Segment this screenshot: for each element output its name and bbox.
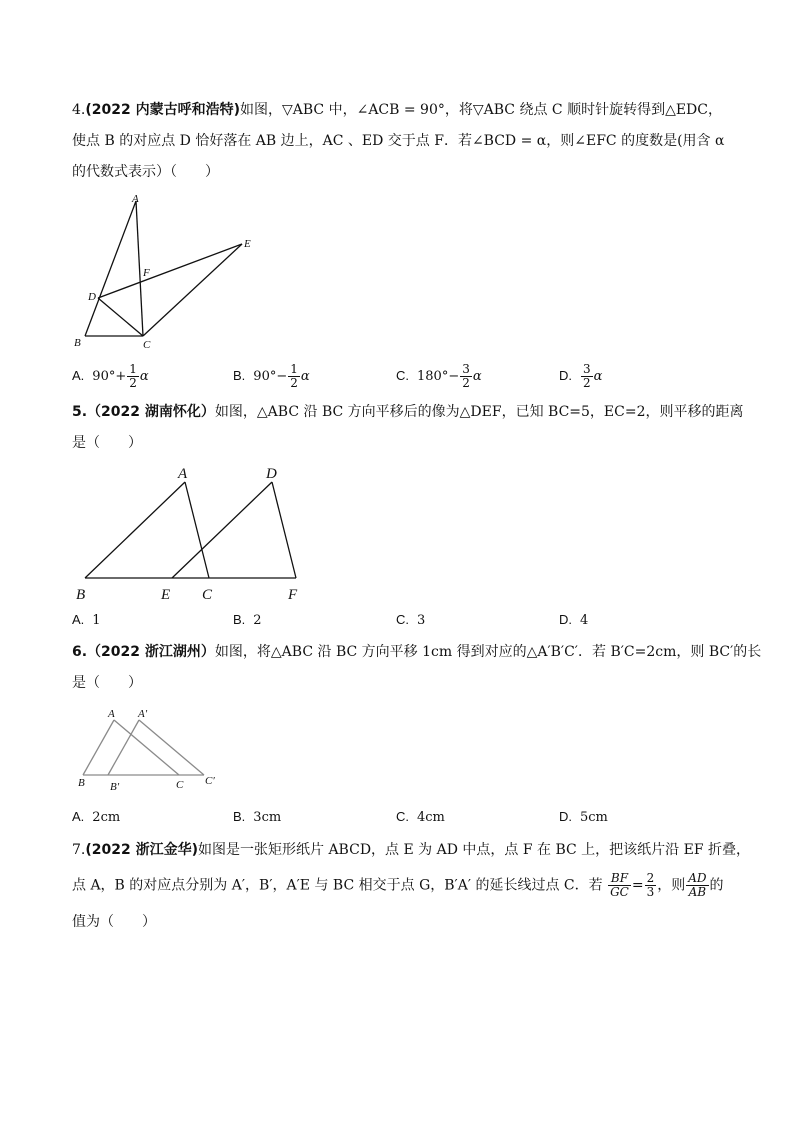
q4-line-1 [72,100,722,120]
q6-option-a[interactable] [72,809,120,825]
q5-source-tag: 5.（2022 湖南怀化） [72,404,215,420]
q4-line-3 [72,162,219,182]
q6-option-b-text: 3cm [253,810,282,825]
q4-option-c-num: 3 [462,362,470,376]
q4-line-2 [72,131,724,151]
q4-option-b-num: 1 [290,362,298,376]
q6-line-1 [72,642,761,662]
q5-label-c: C [202,587,213,603]
q5-option-b-key: B. [233,612,246,627]
q6-option-d-key: D. [559,809,572,824]
q4-option-d-key: D. [559,368,572,383]
q4-number: 4. [72,102,86,118]
q7-line-1 [72,840,750,860]
q4-label-f: F [143,267,150,279]
q5-label-e: E [161,587,171,603]
q4-text-2: 使点 B 的对应点 D 恰好落在 AB 边上，AC 、ED 交于点 F．若∠BCD = α，则∠EFC 的度数是(用含 α [72,133,725,149]
q4-option-d-num: 3 [583,362,591,376]
q7-frac3-num: AD [688,871,707,885]
q4-option-a-num: 1 [129,362,137,376]
q5-option-a-key: A. [72,612,85,627]
q4-figure [70,190,270,355]
q4-seg-EC [143,244,242,336]
q6-option-c-text: 4cm [417,810,445,825]
q4-option-d-frac [581,363,593,390]
q6-option-c[interactable] [396,809,445,825]
q5-label-b: B [76,587,86,603]
q4-option-a-post: α [139,369,149,384]
q6-text-1: 如图，将△ABC 沿 BC 方向平移 1cm 得到对应的△A′B′C′．若 B′C=2cm，则 BC′的长 [214,644,762,660]
q4-option-c-pre: 180°− [417,369,460,384]
q6-label-c: C [176,779,184,791]
q6-option-d-text: 5cm [580,810,608,825]
q4-option-b-pre: 90°− [253,369,288,384]
q5-seg-AC [185,482,209,578]
q5-option-a[interactable] [72,612,101,628]
q4-option-c-frac [460,363,472,390]
q5-line-2 [72,433,142,453]
q6-line-2 [72,673,142,693]
q7-fraction-bf-gc [608,872,631,899]
q7-text-2-pre: 点 A，B 的对应点分别为 A′，B′，A′E 与 BC 相交于点 G，B′A′ 的延长线过点 C．若 [72,877,603,894]
q4-seg-AB [85,201,136,336]
q4-option-a-den: 2 [129,376,137,390]
q5-text-1: 如图，△ABC 沿 BC 方向平移后的像为△DEF，已知 BC=5，EC=2，则平移的距离 [214,404,744,420]
q4-label-a: A [132,193,139,205]
q5-option-c-text: 3 [417,613,426,628]
q5-seg-DF [272,482,296,578]
q7-frac3-den: AB [688,885,707,899]
q4-label-e: E [244,238,251,250]
q4-option-b-post: α [300,369,310,384]
q7-line-2 [72,872,724,899]
q7-text-1: 如图是一张矩形纸片 ABCD，点 E 为 AD 中点，点 F 在 BC 上，把该纸片沿 EF 折叠， [198,842,751,858]
q4-option-c-key: C. [396,368,409,383]
q5-option-d[interactable] [559,612,588,628]
q6-source-tag: 6.（2022 浙江湖州） [72,644,215,660]
q4-option-d[interactable] [559,363,602,390]
q5-option-b-text: 2 [253,613,262,628]
q7-text-3: 值为（ ） [72,914,156,930]
q7-line-3 [72,912,156,932]
q6-option-b[interactable] [233,809,281,825]
q4-label-d: D [88,291,96,303]
q7-source-tag: (2022 浙江金华) [85,842,198,858]
q6-label-a-prime: A′ [138,708,148,720]
q6-figure [72,702,232,794]
q7-equals: = [631,877,644,894]
q5-option-c-key: C. [396,612,409,627]
q7-frac2-num: 2 [646,871,655,885]
q4-option-a-pre: 90°+ [92,369,127,384]
q4-option-b-key: B. [233,368,246,383]
q6-option-a-text: 2cm [92,810,121,825]
q5-option-d-text: 4 [580,613,589,628]
q4-option-a-frac [127,363,139,390]
q5-line-1 [72,402,744,422]
q7-fraction-ad-ab [686,872,708,899]
q7-text-2-post: 的 [709,877,724,894]
q4-option-b[interactable] [233,363,310,390]
q6-seg-A-prime-C-prime [139,720,204,775]
q6-option-a-key: A. [72,809,85,824]
q6-option-d[interactable] [559,809,608,825]
q5-text-2: 是（ ） [72,435,142,451]
q6-label-a: A [108,708,115,720]
q5-label-a: A [178,466,188,482]
q6-label-c-prime: C′ [205,775,215,787]
q5-option-d-key: D. [559,612,572,627]
q4-option-d-post: α [593,369,603,384]
q5-seg-DE [172,482,272,578]
q4-option-a[interactable] [72,363,149,390]
q5-label-d: D [266,466,277,482]
q7-frac1-num: BF [608,872,631,886]
q4-label-b: B [74,337,81,349]
q5-option-a-text: 1 [92,613,101,628]
q5-figure [70,460,320,605]
q5-option-b[interactable] [233,612,262,628]
q7-frac2-den: 3 [646,885,655,899]
q4-option-d-den: 2 [583,376,591,390]
q4-text-1: 如图，▽ABC 中，∠ACB = 90°，将▽ABC 绕点 C 顺时针旋转得到△EDC， [240,102,722,118]
q7-text-2-mid: ，则 [657,877,686,894]
q5-option-c[interactable] [396,612,425,628]
q4-option-b-frac [288,363,300,390]
q6-label-b: B [78,777,85,789]
q4-seg-DE [98,244,242,298]
q4-option-c[interactable] [396,363,482,390]
q4-option-c-post: α [472,369,482,384]
q7-frac1-den: GC [610,885,629,899]
q7-number: 7. [72,842,86,858]
q6-label-b-prime: B′ [110,781,120,793]
q4-seg-AC [136,201,143,336]
q6-option-b-key: B. [233,809,246,824]
q7-fraction-2-3 [645,872,657,899]
q6-text-2: 是（ ） [72,675,142,691]
q6-seg-AB [83,720,114,775]
q6-option-c-key: C. [396,809,409,824]
q4-source-tag: (2022 内蒙古呼和浩特) [85,102,240,118]
q4-option-c-den: 2 [462,376,470,390]
q4-option-b-den: 2 [290,376,298,390]
q4-seg-DC [98,298,143,336]
q4-label-c: C [143,339,151,351]
q5-seg-AB [85,482,185,578]
q5-label-f: F [288,587,298,603]
q4-text-3: 的代数式表示）（ ） [72,164,219,180]
q4-option-a-key: A. [72,368,85,383]
